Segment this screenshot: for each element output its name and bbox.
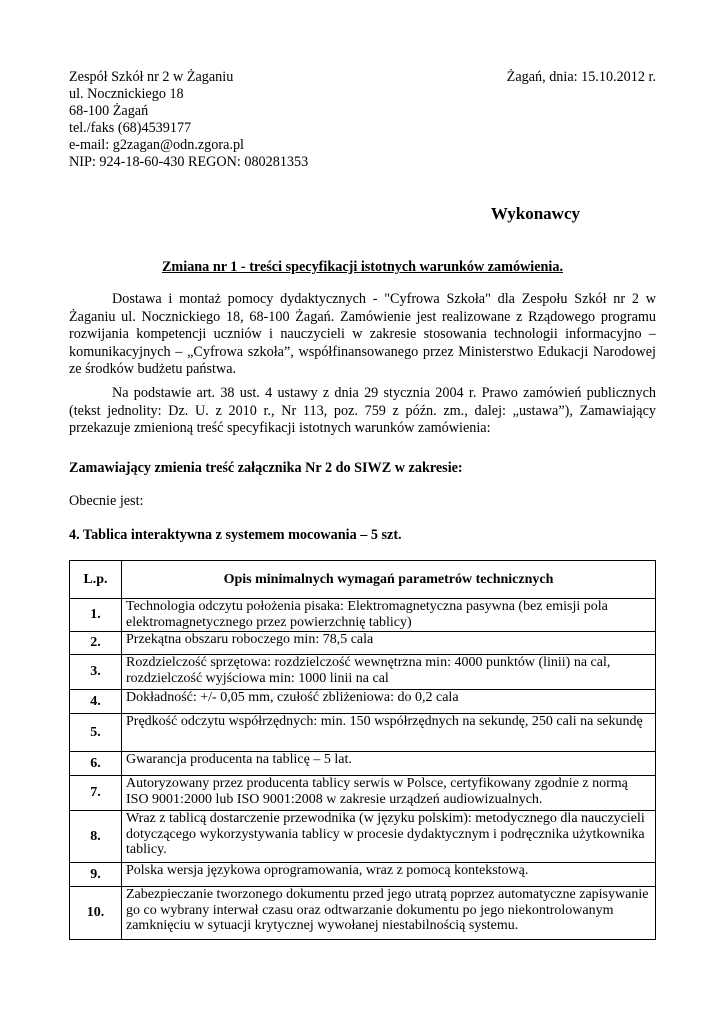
table-row [70,811,656,863]
table-row [70,776,656,811]
table-row [70,887,656,940]
row-text: Technologia odczytu położenia pisaka: Elektromagnetyczna pasywna (bez emisji pola elektromagnetycznego przez powierzchnię tablicy) [122,599,656,632]
sender-phone: tel./faks (68)4539177 [69,120,192,136]
table-row [70,752,656,776]
row-number: 8. [70,811,122,863]
table-row [70,599,656,632]
row-number: 1. [70,599,122,632]
table-row [70,632,656,655]
spec-table [69,560,656,940]
row-text: Rozdzielczość sprzętowa: rozdzielczość wewnętrzna min: 4000 punktów (linii) na cal, rozdzielczość wyjściowa min: 1000 linii na cal [122,655,656,690]
row-text: Prędkość odczytu współrzędnych: min. 150 współrzędnych na sekundę, 250 cali na sekundę [122,714,656,752]
row-text: Gwarancja producenta na tablicę – 5 lat. [122,752,656,776]
sender-email: e-mail: g2zagan@odn.zgora.pl [69,137,244,153]
table-header-row [70,561,656,599]
table-row [70,690,656,714]
legal-paragraph-text: Na podstawie art. 38 ust. 4 ustawy z dnia 29 stycznia 2004 r. Prawo zamówień publicznych (tekst jednolity: Dz. U. z 2010 r., Nr 113, poz. 759 z późn. zm., dalej: „ustawa”), Zamawiający przekazuje zmienioną treść specyfikacji istotnych warunków zamówienia: [69,385,656,436]
row-number: 7. [70,776,122,811]
row-number: 6. [70,752,122,776]
row-number: 10. [70,887,122,940]
row-text: Autoryzowany przez producenta tablicy serwis w Polsce, certyfikowany zgodnie z normą ISO 9001:2000 lub ISO 9001:2008 w zakresie urządzeń audiowizualnych. [122,776,656,811]
sender-ids: NIP: 924-18-60-430 REGON: 080281353 [69,154,309,170]
row-number: 4. [70,690,122,714]
row-number: 2. [70,632,122,655]
row-number: 9. [70,863,122,887]
sender-street: ul. Nocznickiego 18 [69,86,184,102]
table-row [70,714,656,752]
row-text: Wraz z tablicą dostarczenie przewodnika (w języku polskim): metodycznego dla nauczycieli dotyczącego wykorzystywania tablicy w procesie dydaktycznym i podręcznika użytkownika tablicy. [122,811,656,863]
currently-label: Obecnie jest: [69,493,144,509]
row-text: Polska wersja językowa oprogramowania, wraz z pomocą kontekstową. [122,863,656,887]
item-heading: 4. Tablica interaktywna z systemem mocowania – 5 szt. [69,527,402,543]
intro-paragraph-text: Dostawa i montaż pomocy dydaktycznych - "Cyfrowa Szkoła" dla Zespołu Szkół nr 2 w Żaganiu ul. Nocznickiego 18, 68-100 Żagań. Zamówienie jest realizowane z Rządowego programu rozwijania kompetencji uczniów i nauczycieli w zakresie stosowania technologii informacyjno – komunikacyjnych – „Cyfrowa szkoła”, współfinansowanego przez Ministerstwo Edukacji Narodowej ze środków budżetu państwa. [69,291,656,377]
change-heading: Zamawiający zmienia treść załącznika Nr 2 do SIWZ w zakresie: [69,460,463,476]
subject-title: Zmiana nr 1 - treści specyfikacji istotnych warunków zamówienia. [161,259,564,275]
header-lp: L.p. [70,561,122,599]
row-number: 5. [70,714,122,752]
sender-name: Zespół Szkół nr 2 w Żaganiu [69,69,234,85]
recipient-heading: Wykonawcy [490,204,580,223]
sender-city: 68-100 Żagań [69,103,149,119]
date-line: Żagań, dnia: 15.10.2012 r. [506,69,656,85]
row-text: Przekątna obszaru roboczego min: 78,5 cala [122,632,656,655]
legal-paragraph [69,385,656,438]
header-description: Opis minimalnych wymagań parametrów technicznych [122,561,656,599]
row-text: Zabezpieczanie tworzonego dokumentu przed jego utratą poprzez automatyczne zapisywanie go co wybrany interwał czasu oraz odtwarzanie dokumentu po jego niekontrolowanym zamknięciu w sytuacji krytycznej wywołanej niestabilnością systemu. [122,887,656,940]
row-number: 3. [70,655,122,690]
row-text: Dokładność: +/- 0,05 mm, czułość zbliżeniowa: do 0,2 cala [122,690,656,714]
table-row [70,863,656,887]
table-row [70,655,656,690]
intro-paragraph [69,291,656,379]
